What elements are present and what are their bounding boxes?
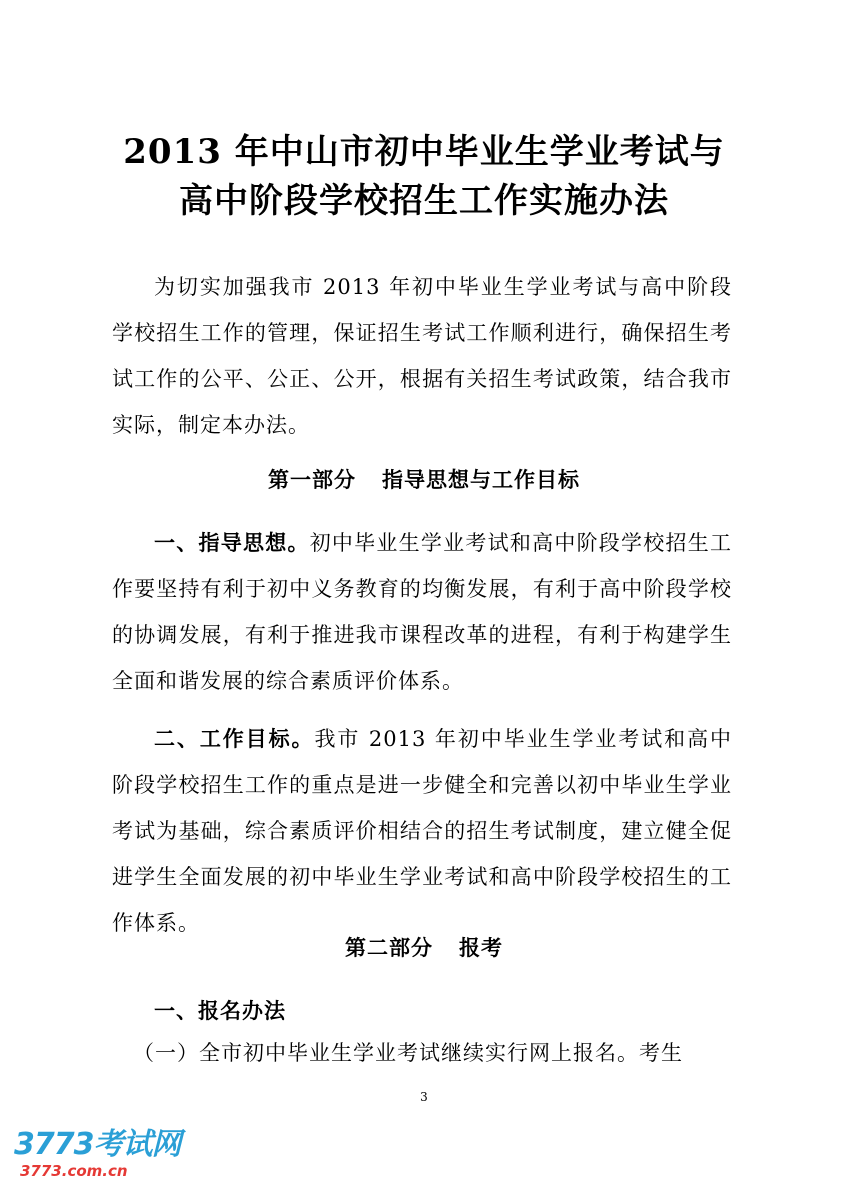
watermark-logo: 3773考试网: [14, 1127, 181, 1162]
guiding-ideology-text: 初中毕业生学业考试和高中阶段学校招生工作要坚持有利于初中义务教育的均衡发展，有利于高中阶段学校的协调发展，有利于推进我市课程改革的进程，有利于构建学生全面和谐发展的综合素质评价体系。: [112, 531, 733, 693]
guiding-ideology-heading: 一、指导思想。: [154, 530, 310, 555]
guiding-ideology-paragraph: [112, 520, 732, 704]
part-1-title: 指导思想与工作目标: [382, 467, 580, 492]
intro-paragraph: 为切实加强我市 2013 年初中毕业生学业考试与高中阶段学校招生工作的管理，保证招生考试工作顺利进行，确保招生考试工作的公平、公正、公开，根据有关招生考试政策，结合我市实际，制定本办法。: [112, 275, 732, 437]
page-number: 3: [420, 1090, 428, 1104]
part-2-heading: [0, 933, 848, 963]
registration-item-1: （一）全市初中毕业生学业考试继续实行网上报名。考生: [133, 1041, 683, 1065]
watermark-url: 3773.com.cn: [20, 1162, 128, 1180]
part-1-heading: [0, 465, 848, 495]
registration-method-heading: 一、报名办法: [154, 998, 286, 1023]
part-1-label: 第一部分: [268, 467, 356, 492]
work-goal-text: 我市 2013 年初中毕业生学业考试和高中阶段学校招生工作的重点是进一步健全和完善以初中毕业生学业考试为基础，综合素质评价相结合的招生考试制度，建立健全促进学生全面发展的初中毕业生学业考试和高中阶段学校招生的工作体系。: [112, 727, 732, 935]
document-title-line-1: 2013 年中山市初中毕业生学业考试与: [123, 132, 725, 172]
site-watermark: [14, 1128, 184, 1188]
work-goal-paragraph: [112, 716, 732, 946]
part-2-title: 报考: [459, 935, 503, 960]
document-title-line-2: 高中阶段学校招生工作实施办法: [179, 181, 669, 221]
work-goal-heading: 二、工作目标。: [154, 726, 315, 751]
part-2-label: 第二部分: [345, 935, 433, 960]
